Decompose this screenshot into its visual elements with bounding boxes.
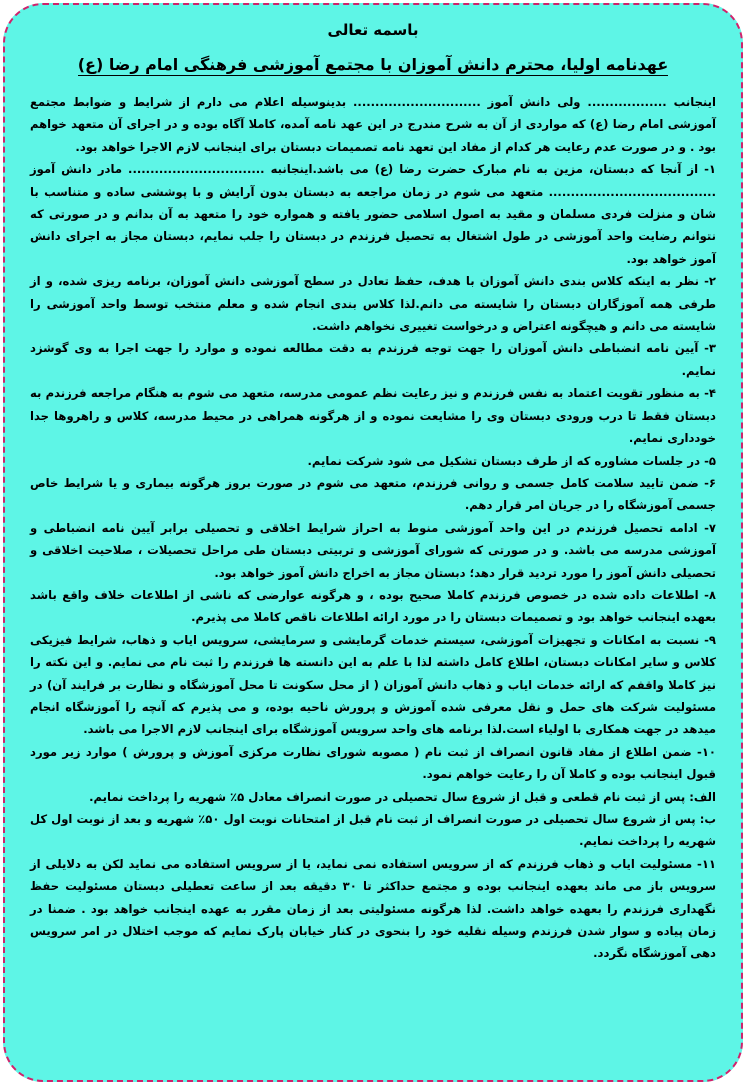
- clause-2: ۲- نظر به اینکه کلاس بندی دانش آموزان با هدف، حفظ تعادل در سطح آموزشی دانش آموزان، برنامه ریزی شده، و از طرفی همه آموزگاران دبستان را شایسته می دانم.لذا کلاس بندی انجام شده و معلم منتخب توسط واحد آموزشی را شایسته می دانم و هیچگونه اعتراض و درخواست تغییری نخواهم داشت.: [30, 274, 716, 334]
- clause-5: ۵- در جلسات مشاوره که از طرف دبستان تشکیل می شود شرکت نمایم.: [307, 453, 716, 468]
- clause-7: ۷- ادامه تحصیل فرزندم در این واحد آموزشی منوط به احراز شرایط اخلاقی و تحصیلی برابر آیین نامه انضباطی و آموزشی مدرسه می باشد. و در صورتی که شورای آموزشی و تربیتی دبستان طی مراحل تحصیلات ، صلاحیت اخلاقی و تحصیلی دانش آموز را مورد تردید قرار دهد؛ دبستان مجاز به اخراج دانش آموز خواهد بود.: [30, 520, 716, 580]
- document-title: عهدنامه اولیا، محترم دانش آموزان با مجتمع آموزشی فرهنگی امام رضا (ع): [77, 55, 669, 74]
- document-content: [30, 19, 716, 965]
- clause-10-item-b: ب: پس از شروع سال تحصیلی در صورت انصراف از ثبت نام قبل از امتحانات نوبت اول ۵۰٪ شهریه و بعد از نوبت اول کل شهریه را پرداخت نمایم.: [30, 812, 716, 849]
- document-heading: باسمه تعالی: [327, 21, 419, 39]
- clause-11: ۱۱- مسئولیت ایاب و ذهاب فرزندم که از سرویس استفاده نمی نماید، یا از سرویس استفاده می نماید لکن به دلایلی از سرویس باز می ماند بعهده اینجانب بوده و مجتمع حداکثر تا ۳۰ دقیقه بعد از ساعت تعطیلی دبستان مسئولیت حفظ نگهداری فرزندم را بعهده خواهد داشت. لذا هرگونه مسئولیتی بعد از زمان مقرر به عهده اینجانب خواهد بود . ضمنا در زمان پیاده و سوار شدن فرزندم وسیله نقلیه خود را بنحوی در کنار خیابان پارک نمایم که موجب اختلال در امر سرویس دهی آموزشگاه نگردد.: [30, 856, 716, 961]
- clause-1: ۱- از آنجا که دبستان، مزین به نام مبارک حضرت رضا (ع) می باشد.اینجانبه ............................... مادر دانش آموز ...................................... متعهد می شوم در زمان مراجعه به دبستان بدون آرایش و با پوششی ساده و متناسب با شان و منزلت فردی مسلمان و مقید به اصول اسلامی حضور یافته و همواره خود را متعهد به آن بدانم و در صورتی که نتوانم رضایت واحد آموزشی در طول اشتغال به تحصیل فرزندم در دبستان را جلب نمایم، دبستان مجاز به اجرای دانش آموز خواهد بود.: [30, 162, 716, 266]
- clause-4: ۴- به منظور تقویت اعتماد به نفس فرزندم و نیز رعایت نظم عمومی مدرسه، متعهد می شوم به هنگام مراجعه فرزندم به دبستان فقط تا درب ورودی دبستان وی را مشایعت نموده و از هرگونه همراهی در محیط مدرسه، کلاس و راهروها جدا خودداری نمایم.: [30, 386, 716, 446]
- clause-9: ۹- نسبت به امکانات و تجهیزات آموزشی، سیستم خدمات گرمایشی و سرمایشی، سرویس ایاب و ذهاب، شرایط فیزیکی کلاس و سایر امکانات دبستان، اطلاع کامل داشته لذا با علم به این دانسته ها فرزندم را ثبت نام می نمایم. و این نکته را نیز کاملا واقفم که ارائه خدمات ایاب و ذهاب دانش آموزان ( از محل سکونت تا محل آموزشگاه و نظارت بر فرایند آن) در مسئولیت شرکت های حمل و نقل معرفی شده آموزش و پرورش ناحیه بوده، و می پذیرم که آنچه را آموزشگاه انجام میدهد در جهت همکاری با اولیاء است.لذا برنامه های واحد سرویس آموزشگاه برای اینجانب لازم الاجرا می باشد.: [30, 632, 716, 737]
- document-frame: [3, 3, 743, 1082]
- clause-10: ۱۰- ضمن اطلاع از مفاد قانون انصراف از ثبت نام ( مصوبه شورای نظارت مرکزی آموزش و پرورش ) موارد زیر مورد قبول اینجانب بوده و کاملا آن را رعایت خواهم نمود.: [30, 744, 716, 782]
- clause-3: ۳- آیین نامه انضباطی دانش آموزان را جهت توجه فرزندم به دقت مطالعه نموده و موارد را جهت اجرا به وی گوشزد نمایم.: [30, 341, 716, 378]
- clause-10-item-a: الف: پس از ثبت نام قطعی و قبل از شروع سال تحصیلی در صورت انصراف معادل ۵٪ شهریه را پرداخت نمایم.: [89, 789, 716, 804]
- clause-6: ۶- ضمن تایید سلامت کامل جسمی و روانی فرزندم، متعهد می شوم در صورت بروز هرگونه بیماری و یا شرایط خاص جسمی آموزشگاه را در جریان امر قرار دهم.: [30, 475, 716, 513]
- intro-paragraph: اینجانب .................. ولی دانش آموز ............................. بدینوسیله اعلام می دارم از شرایط و ضوابط مجتمع آموزشی امام رضا (ع) که مواردی از آن به شرح مندرج در این عهد نامه آمده، کاملا آگاه بوده و در اجرای آن متعهد خواهم بود . و در صورت عدم رعایت هر کدام از مفاد این تعهد نامه تصمیمات دبستان برای اینجانب لازم الاجرا خواهد بود.: [30, 95, 716, 154]
- clause-8: ۸- اطلاعات داده شده در خصوص فرزندم کاملا صحیح بوده ، و هرگونه عوارضی که ناشی از اطلاعات خلاف واقع باشد بعهده اینجانب خواهد بود و تصمیمات دبستان را در مورد ارائه اطلاعات ناقص کاملا می پذیرم.: [30, 587, 716, 625]
